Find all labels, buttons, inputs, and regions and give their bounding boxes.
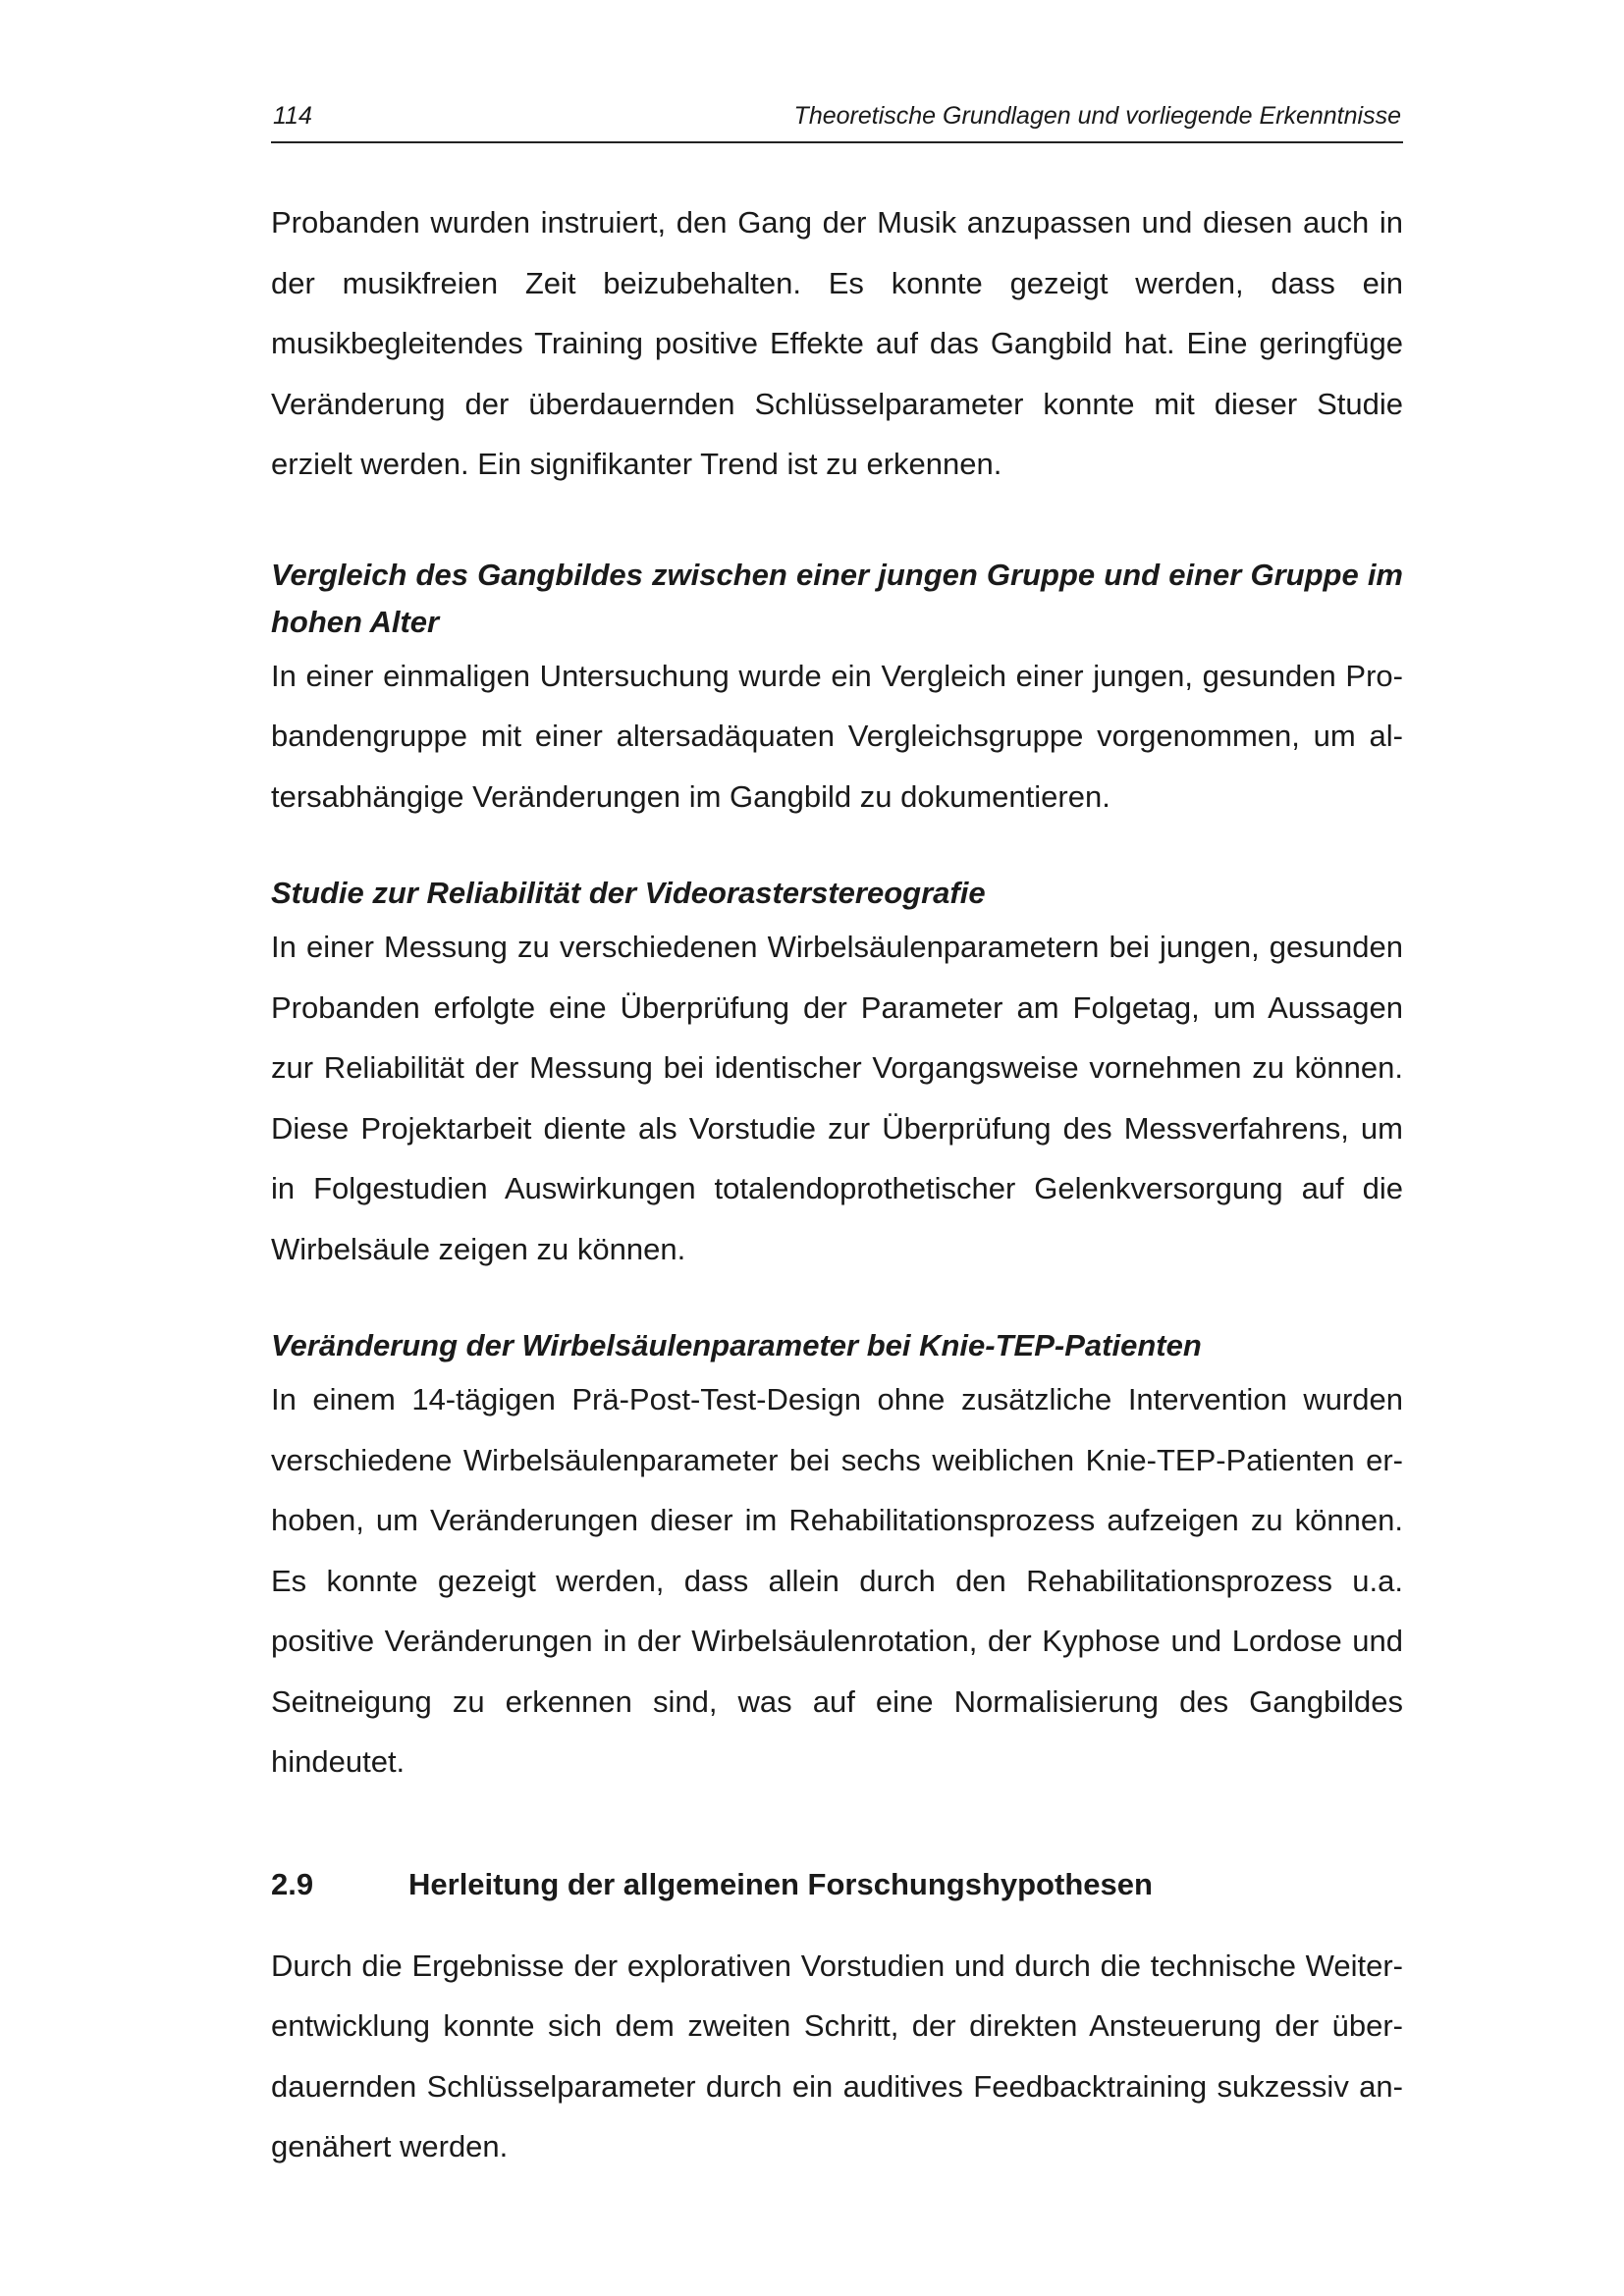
running-header (271, 98, 1403, 143)
study-block-reliability (271, 870, 1403, 1279)
spacer (271, 827, 1403, 870)
spacer (271, 1849, 1403, 1861)
study-paragraph: In einer einmaligen Untersuchung wurde ein Vergleich einer jungen, gesunden Probandengruppe mit einer altersadäquaten Vergleichsgruppe vorgenommen, um altersabhängige Veränderungen im Gangbild zu dokumentieren. (271, 658, 1403, 814)
chapter-title: Theoretische Grundlagen und vorliegende Erkenntnisse (793, 102, 1401, 130)
study-heading: Veränderung der Wirbelsäulenparameter bei Knie-TEP-Patienten (271, 1328, 1202, 1362)
study-heading: Studie zur Reliabilität der Videorasterstereografie (271, 876, 986, 910)
spacer (271, 1908, 1403, 1936)
spacer (271, 1792, 1403, 1849)
study-block-knee-tep (271, 1322, 1403, 1792)
spacer (271, 1279, 1403, 1322)
page-number: 114 (273, 102, 312, 130)
spacer (271, 495, 1403, 552)
study-block-age-comparison (271, 552, 1403, 828)
intro-paragraph: Probanden wurden instruiert, den Gang der Musik anzupassen und diesen auch in der musikfreien Zeit beizubehalten. Es konnte gezeigt werden, dass ein musikbegleitendes Training positive Effekte auf das Gangbild hat. Eine geringfüge Veränderung der überdauernden Schlüsselparameter konnte mit dieser Studie erzielt werden. Ein signifikanter Trend ist zu erkennen. (271, 205, 1403, 481)
study-heading: Vergleich des Gangbildes zwischen einer jungen Gruppe und einer Gruppe im hohen Alter (271, 557, 1403, 639)
page-content (271, 192, 1403, 2177)
study-paragraph: In einem 14-tägigen Prä-Post-Test-Design ohne zusätzliche Intervention wurden verschiedene Wirbelsäulenparameter bei sechs weiblichen Knie-TEP-Patienten erhoben, um Veränderungen dieser im Rehabilitationsprozess aufzeigen zu können. Es konnte gezeigt werden, dass allein durch den Rehabilitationsprozess u.a. positive Veränderungen in der Wirbelsäulenrotation, der Kyphose und Lordose und Seitneigung zu erkennen sind, was auf eine Normalisierung des Gangbildes hindeutet. (271, 1382, 1403, 1779)
section-title: Herleitung der allgemeinen Forschungshypothesen (408, 1866, 1153, 1901)
section-paragraph: Durch die Ergebnisse der explorativen Vorstudien und durch die technische Weiterentwicklung konnte sich dem zweiten Schritt, der direkten Ansteuerung der überdauernden Schlüsselparameter durch ein auditives Feedbacktraining sukzessiv angenähert werden. (271, 1948, 1403, 2163)
section-heading (271, 1861, 1403, 1908)
study-paragraph: In einer Messung zu verschiedenen Wirbelsäulenparametern bei jungen, gesunden Probanden erfolgte eine Überprüfung der Parameter am Folgetag, um Aussagen zur Reliabilität der Messung bei identischer Vorgangsweise vornehmen zu können. Diese Projektarbeit diente als Vorstudie zur Überprüfung des Messverfahrens, um in Folgestudien Auswirkungen totalendoprothetischer Gelenkversorgung auf die Wirbelsäule zeigen zu können. (271, 930, 1403, 1266)
section-number: 2.9 (271, 1866, 314, 1901)
